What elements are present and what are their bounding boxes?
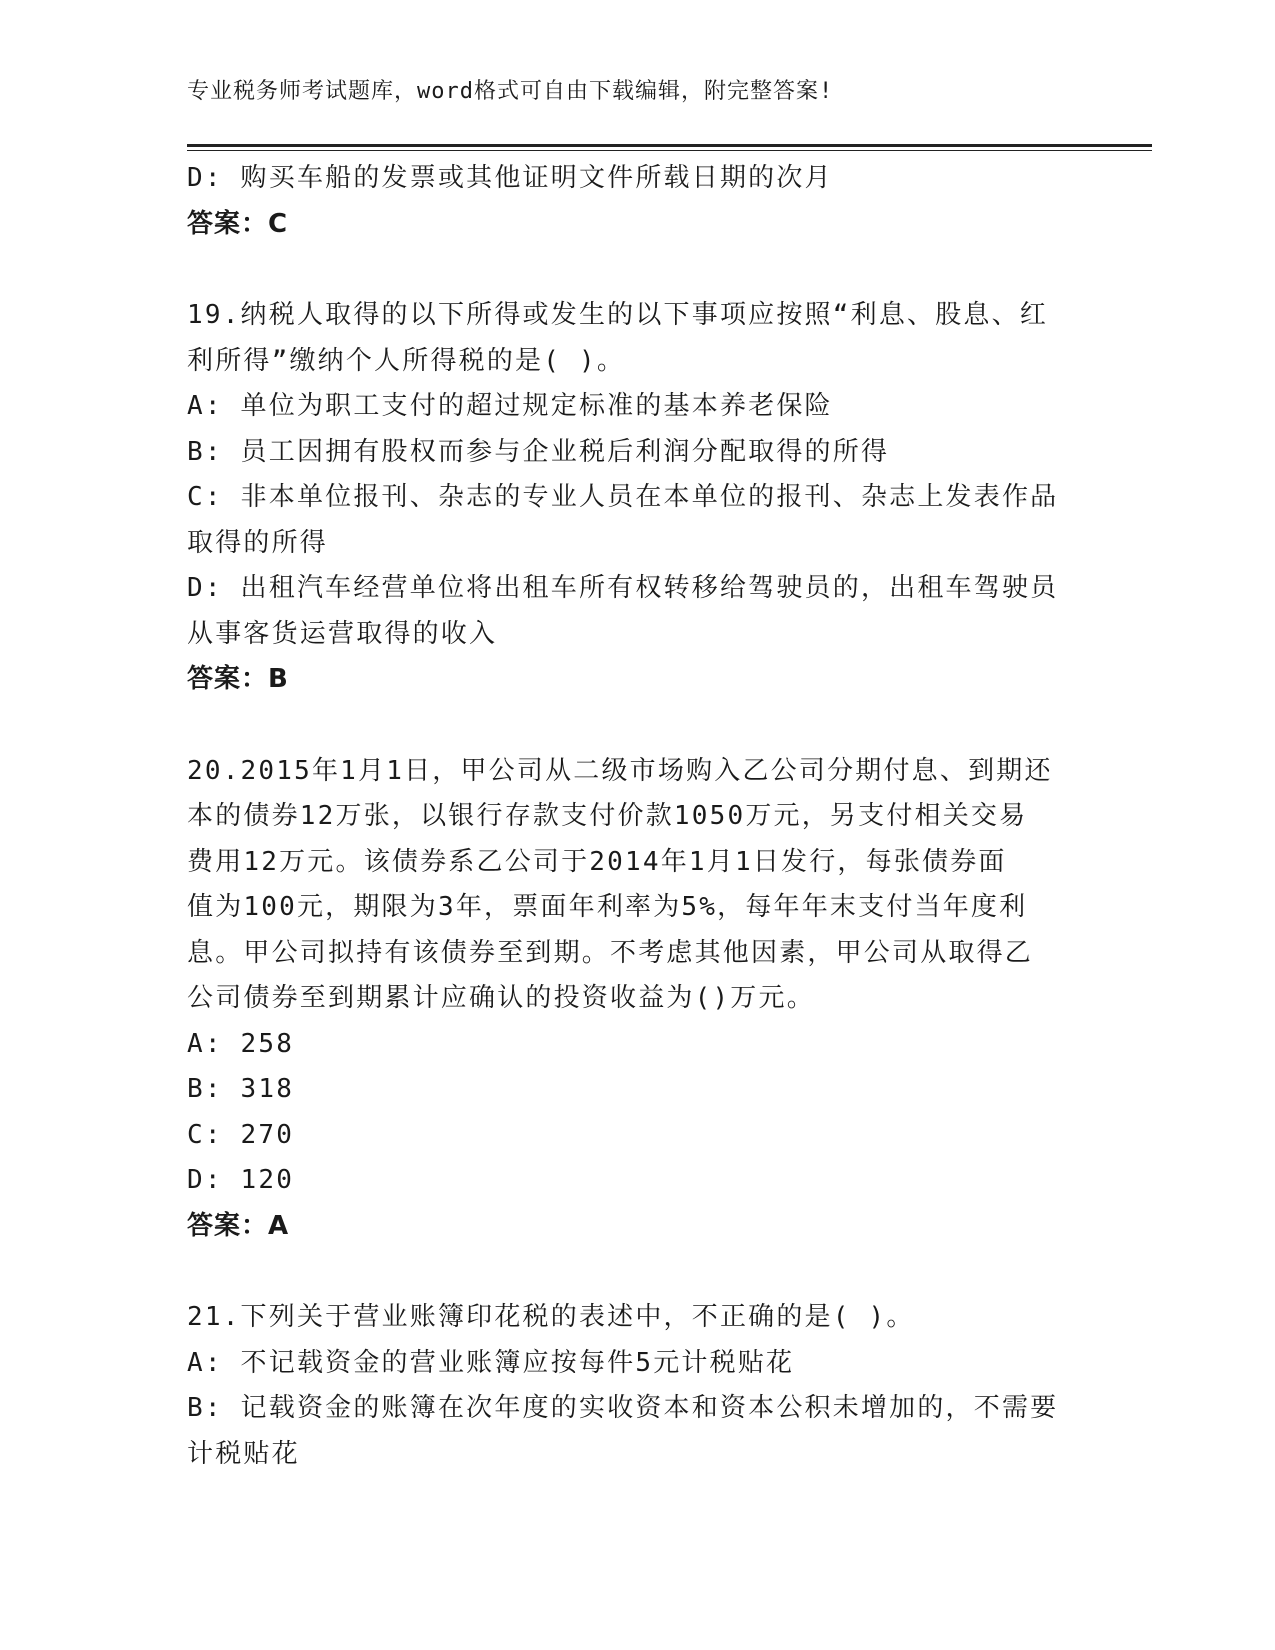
q19-stem-line: 利所得”缴纳个人所得税的是( )。 (187, 345, 626, 376)
q19-option-c: C: 非本单位报刊、杂志的专业人员在本单位的报刊、杂志上发表作品 (187, 482, 1059, 512)
q20-option-b: B: 318 (187, 1074, 295, 1104)
q20-stem-line: 息。甲公司拟持有该债券至到期。不考虑其他因素，甲公司从取得乙 (187, 937, 1034, 968)
spacer (187, 247, 1087, 293)
q21-option-b: B: 记载资金的账簿在次年度的实收资本和资本公积未增加的，不需要 (187, 1393, 1059, 1423)
q20-option-a: A: 258 (187, 1028, 295, 1059)
question-19 (187, 293, 1087, 703)
prev-answer: 答案：C (187, 208, 289, 239)
header-rule-thin (187, 150, 1152, 151)
q20-option-c: C: 270 (187, 1119, 295, 1150)
q21-option-b-cont: 计税贴花 (187, 1438, 300, 1469)
q21-stem-line: 21.下列关于营业账簿印花税的表述中，不正确的是( )。 (187, 1302, 915, 1332)
question-20 (187, 749, 1087, 1250)
q19-option-c-cont: 取得的所得 (187, 527, 329, 558)
q19-stem-line: 19.纳税人取得的以下所得或发生的以下事项应按照“利息、股息、红 (187, 300, 1049, 330)
question-21 (187, 1295, 1087, 1477)
spacer (187, 703, 1087, 749)
prev-option-d: D: 购买车船的发票或其他证明文件所载日期的次月 (187, 163, 833, 193)
q19-option-d: D: 出租汽车经营单位将出租车所有权转移给驾驶员的，出租车驾驶员 (187, 573, 1059, 603)
q20-stem-line: 公司债券至到期累计应确认的投资收益为()万元。 (187, 983, 815, 1013)
header-rule-thick (187, 144, 1152, 147)
q20-stem-line: 本的债券12万张，以银行存款支付价款1050万元，另支付相关交易 (187, 801, 1028, 831)
q21-option-a: A: 不记载资金的营业账簿应按每件5元计税贴花 (187, 1347, 795, 1378)
document-body (187, 156, 1087, 1477)
q20-option-d: D: 120 (187, 1165, 295, 1195)
spacer (187, 1249, 1087, 1295)
q19-option-a: A: 单位为职工支付的超过规定标准的基本养老保险 (187, 391, 833, 421)
q20-answer: 答案：A (187, 1210, 290, 1241)
q20-stem-line: 20.2015年1月1日，甲公司从二级市场购入乙公司分期付息、到期还 (187, 755, 1053, 786)
q19-option-d-cont: 从事客货运营取得的收入 (187, 618, 498, 649)
q19-option-b: B: 员工因拥有股权而参与企业税后利润分配取得的所得 (187, 436, 890, 467)
q20-stem-line: 费用12万元。该债券系乙公司于2014年1月1日发行，每张债券面 (187, 846, 1007, 877)
q19-answer: 答案：B (187, 664, 289, 694)
q20-stem-line: 值为100元，期限为3年，票面年利率为5%，每年年末支付当年度利 (187, 892, 1028, 922)
page-header: 专业税务师考试题库，word格式可自由下载编辑，附完整答案! (187, 79, 834, 104)
